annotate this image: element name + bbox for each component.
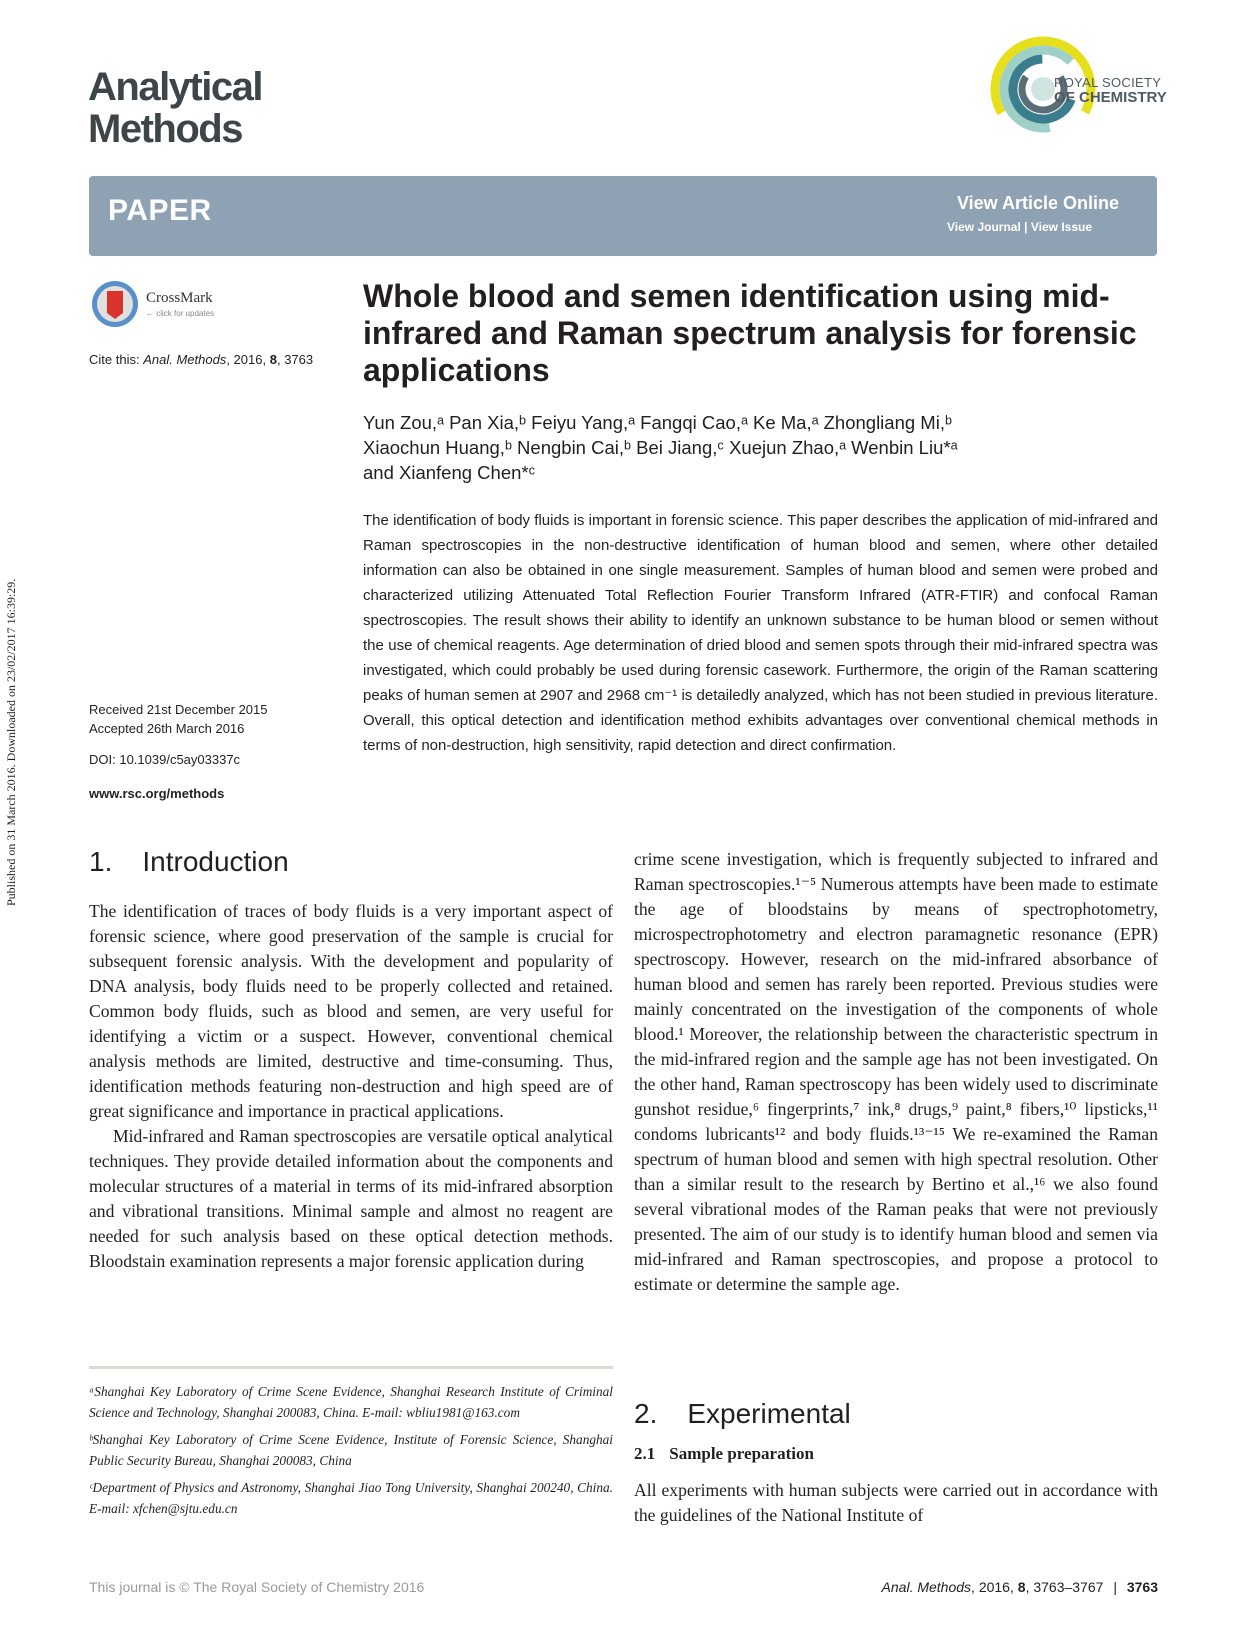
body-column-left (89, 899, 613, 1274)
cite-label: Cite this: (89, 352, 140, 367)
subsection-heading (634, 1444, 814, 1464)
footer-volume: 8 (1017, 1579, 1026, 1595)
section-heading-experimental (634, 1398, 851, 1430)
crossmark-sublabel: ← click for updates (146, 309, 215, 318)
author-list (363, 410, 1153, 485)
cite-year: 2016, (233, 352, 267, 367)
author-line: Yun Zou,ᵃ Pan Xia,ᵇ Feiyu Yang,ᵃ Fangqi Cao,ᵃ Ke Ma,ᵃ Zhongliang Mi,ᵇ (363, 412, 952, 433)
journal-url-link[interactable]: www.rsc.org/methods (89, 786, 225, 801)
crossmark-icon (90, 279, 140, 329)
section-number: 2. (634, 1398, 658, 1429)
paragraph: The identification of traces of body fluids is a very important aspect of forensic science, where good preservation of the sample is crucial for subsequent forensic analysis. With the development and popularity of DNA analysis, body fluids need to be properly collected and retained. Common body fluids, such as blood and semen, are very useful for identifying a victim or a suspect. However, conventional chemical analysis methods are limited, destructive and time-consuming. Thus, identification methods featuring non-destruction and high speed are of great significance and importance in practical applications. (89, 901, 613, 1121)
section-title: Introduction (142, 846, 289, 877)
paragraph: All experiments with human subjects were carried out in accordance with the guidelines of the National Institute of (634, 1480, 1158, 1525)
article-type-label: PAPER (108, 194, 212, 227)
author-line: and Xianfeng Chen*ᶜ (363, 462, 536, 483)
footnote: ᵃShanghai Key Laboratory of Crime Scene Evidence, Shanghai Research Institute of Criminal Science and Technology, Shanghai 200083, China. E-mail: wbliu1981@163.com (89, 1384, 613, 1420)
crossmark-button[interactable] (90, 279, 250, 331)
footer-separator: | (1113, 1579, 1117, 1595)
section-heading-introduction (89, 846, 289, 878)
journal-title (88, 66, 388, 150)
publication-stamp (4, 476, 24, 906)
copyright-footer: This journal is © The Royal Society of Chemistry 2016 (89, 1579, 425, 1595)
abstract: The identification of body fluids is important in forensic science. This paper describes the application of mid-infrared and Raman spectroscopies in the non-destructive identification of human blood and semen, where other detailed information can also be obtained in one single measurement. Samples of human blood and semen were probed and characterized utilizing Attenuated Total Reflection Fourier Transform Infrared (ATR-FTIR) and confocal Raman spectroscopies. The result shows their ability to identify an unknown substance to be human blood or semen without the use of chemical reagents. Age determination of dried blood and semen spots through their mid-infrared spectra was investigated, which could probably be used during forensic casework. Furthermore, the origin of the Raman scattering peaks of human semen at 2907 and 2968 cm⁻¹ is detailedly analyzed, which has not been studied in previous literature. Overall, this optical detection and identification method exhibits advantages over conventional chemical methods in terms of non-destruction, high sensitivity, rapid detection and direct confirmation. (363, 512, 1158, 754)
crossmark-label: CrossMark (146, 290, 213, 306)
body-column-right-continued (634, 1478, 1158, 1528)
section-title: Experimental (687, 1398, 851, 1429)
doi[interactable]: DOI: 10.1039/c5ay03337c (89, 752, 241, 767)
banner-links (947, 220, 1092, 234)
footer-pages: 3763–3767 (1033, 1579, 1104, 1595)
cite-volume: 8 (269, 352, 277, 367)
section-number: 1. (89, 846, 113, 877)
journal-title-line2: Methods (88, 107, 242, 151)
view-journal-link[interactable]: View Journal (947, 220, 1021, 234)
footnote-divider (89, 1366, 613, 1369)
rsc-logo-text-line2: OF CHEMISTRY (1054, 89, 1167, 106)
link-separator: | (1024, 220, 1028, 234)
view-article-online-link[interactable]: View Article Online (956, 193, 1119, 213)
subsection-title: Sample preparation (669, 1444, 814, 1463)
footer-journal: Anal. Methods (881, 1579, 972, 1595)
page-footer-citation: Anal. Methods, 2016, 8, 3763–3767 | 3763 (881, 1579, 1158, 1595)
footer-year: 2016, (978, 1579, 1014, 1595)
article-dates (89, 700, 268, 738)
article-type-banner (89, 176, 1157, 256)
paragraph: Mid-infrared and Raman spectroscopies are versatile optical analytical techniques. They provide detailed information about the components and molecular structures of a material in terms of its mid-infrared absorption and vibrational transitions. Minimal sample and almost no reagent are needed for such analysis based on these optical detection methods. Bloodstain examination represents a major forensic application during (89, 1126, 613, 1271)
view-issue-link[interactable]: View Issue (1030, 220, 1093, 234)
citation-info: Cite this: Anal. Methods, 2016, 8, 3763 (89, 352, 314, 367)
page-number: 3763 (1126, 1579, 1158, 1595)
rsc-logo-text-line1: ROYAL SOCIETY (1054, 75, 1162, 90)
received-date: Received 21st December 2015 (89, 702, 268, 717)
publication-stamp-text: Published on 31 March 2016. Downloaded on 23/02/2017 16:39:29. (4, 578, 18, 906)
article-title: Whole blood and semen identification using mid-infrared and Raman spectrum analysis for forensic applications (363, 278, 1137, 388)
subsection-number: 2.1 (634, 1444, 656, 1463)
accepted-date: Accepted 26th March 2016 (89, 721, 245, 736)
cite-journal: Anal. Methods (143, 352, 227, 367)
footnote: ᵇShanghai Key Laboratory of Crime Scene Evidence, Institute of Forensic Science, Shanghai Public Security Bureau, Shanghai 200083, China (89, 1432, 613, 1468)
author-line: Xiaochun Huang,ᵇ Nengbin Cai,ᵇ Bei Jiang,ᶜ Xuejun Zhao,ᵃ Wenbin Liu*ᵃ (363, 437, 958, 458)
body-column-right (634, 847, 1158, 1297)
footnote: ᶜDepartment of Physics and Astronomy, Shanghai Jiao Tong University, Shanghai 200240, China. E-mail: xfchen@sjtu.edu.cn (89, 1480, 613, 1516)
journal-title-line1: Analytical (88, 65, 262, 109)
cite-page: 3763 (284, 352, 314, 367)
paragraph: crime scene investigation, which is frequently subjected to infrared and Raman spectroscopies.¹⁻⁵ Numerous attempts have been made to estimate the age of bloodstains by means of spectrophotometry, microspectrophotometry and electron paramagnetic resonance (EPR) spectroscopy. However, research on the mid-infrared absorbance of human blood and semen has rarely been reported. Previous studies were mainly concentrated on the investigation of the components of whole blood.¹ Moreover, the relationship between the characteristic spectrum in the mid-infrared region and the sample age has not been investigated. On the other hand, Raman spectroscopy has been widely used to discriminate gunshot residue,⁶ fingerprints,⁷ ink,⁸ drugs,⁹ paint,⁸ fibers,¹⁰ lipsticks,¹¹ condoms lubricants¹² and body fluids.¹³⁻¹⁵ We re-examined the Raman spectrum of human blood and semen with high spectral resolution. Other than a similar result to the research by Bertino et al.,¹⁶ we also found several vibrational modes of the Raman peaks that were not previously presented. The aim of our study is to identify human blood and semen via mid-infrared and Raman spectroscopies, and propose a protocol to estimate or determine the sample age. (634, 849, 1158, 1294)
affiliation-footnotes (89, 1382, 613, 1526)
